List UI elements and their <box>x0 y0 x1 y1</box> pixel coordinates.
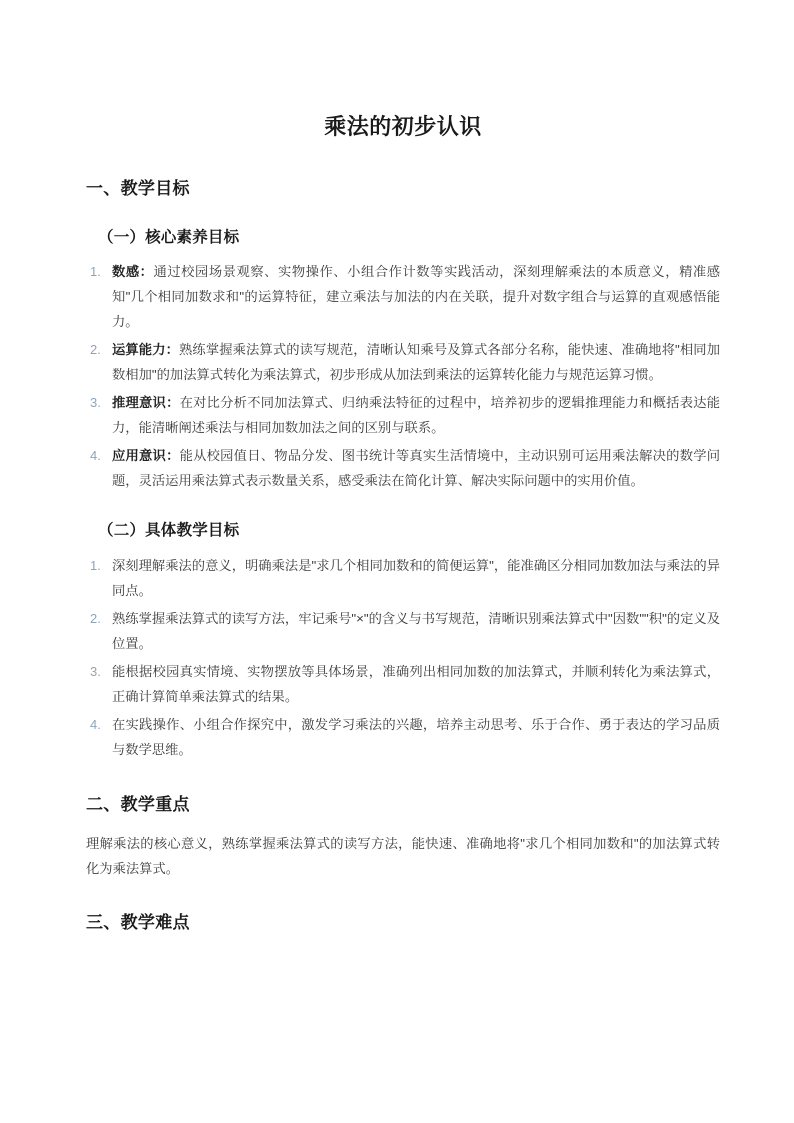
section-heading-teaching-focus: 二、教学重点 <box>86 794 190 814</box>
list-item <box>86 660 720 710</box>
subsection-heading-core-competency-objectives: （一）核心素养目标 <box>98 228 240 246</box>
list-item-text: 深刻理解乘法的意义，明确乘法是"求几个相同加数和的简便运算"，能准确区分相同加数加法与乘法的异同点。 <box>112 557 720 598</box>
list-item <box>86 607 720 657</box>
list-item-text: 熟练掌握乘法算式的读写方法，牢记乘号"×"的含义与书写规范，清晰识别乘法算式中"因数""积"的定义及位置。 <box>112 610 720 651</box>
specific-teaching-objectives-list <box>86 554 720 763</box>
list-item-text: 在对比分析不同加法算式、归纳乘法特征的过程中，培养初步的逻辑推理能力和概括表达能力，能清晰阐述乘法与相同加数加法之间的区别与联系。 <box>112 395 721 436</box>
list-item <box>86 554 720 604</box>
list-item-label: 应用意识 <box>112 448 167 464</box>
list-item-text: 在实践操作、小组合作探究中，激发学习乘法的兴趣，培养主动思考、乐于合作、勇于表达的学习品质与数学思维。 <box>112 716 720 757</box>
list-item-label-separator: ： <box>166 395 180 411</box>
section-heading-teaching-difficulty: 三、教学难点 <box>86 913 190 932</box>
list-item-label-separator: ： <box>139 264 154 280</box>
list-item-label-separator: ： <box>166 448 180 464</box>
list-item-text: 能从校园值日、物品分发、图书统计等真实生活情境中，主动识别可运用乘法解决的数学问题，灵活运用乘法算式表示数量关系，感受乘法在简化计算、解决实际问题中的实用价值。 <box>112 448 721 489</box>
section-heading-teaching-objectives: 一、教学目标 <box>86 178 190 198</box>
list-item-label: 推理意识 <box>112 395 167 411</box>
list-item-label-separator: ： <box>165 342 180 358</box>
list-item-text: 通过校园场景观察、实物操作、小组合作计数等实践活动，深刻理解乘法的本质意义，精准感知"几个相同加数求和"的运算特征，建立乘法与加法的内在关联，提升对数字组合与运算的直观感悟能力。 <box>112 264 721 330</box>
list-item <box>86 713 720 763</box>
list-item <box>86 260 720 335</box>
list-item <box>86 338 720 388</box>
core-competency-objectives-list <box>86 260 720 494</box>
list-item-text: 能根据校园真实情境、实物摆放等具体场景，准确列出相同加数的加法算式，并顺利转化为乘法算式，正确计算简单乘法算式的结果。 <box>112 663 720 704</box>
list-item-label: 数感 <box>112 264 140 280</box>
page-title: 乘法的初步认识 <box>324 114 482 139</box>
list-item <box>86 444 720 494</box>
list-item-text: 熟练掌握乘法算式的读写规范，清晰认知乘号及算式各部分名称，能快速、准确地将"相同加数相加"的加法算式转化为乘法算式，初步形成从加法到乘法的运算转化能力与规范运算习惯。 <box>112 342 720 383</box>
teaching-focus-paragraph: 理解乘法的核心意义，熟练掌握乘法算式的读写方法，能快速、准确地将"求几个相同加数和"的加法算式转化为乘法算式。 <box>86 835 720 876</box>
subsection-heading-specific-teaching-objectives: （二）具体教学目标 <box>98 522 240 540</box>
list-item-label: 运算能力 <box>112 342 166 358</box>
list-item <box>86 391 720 441</box>
